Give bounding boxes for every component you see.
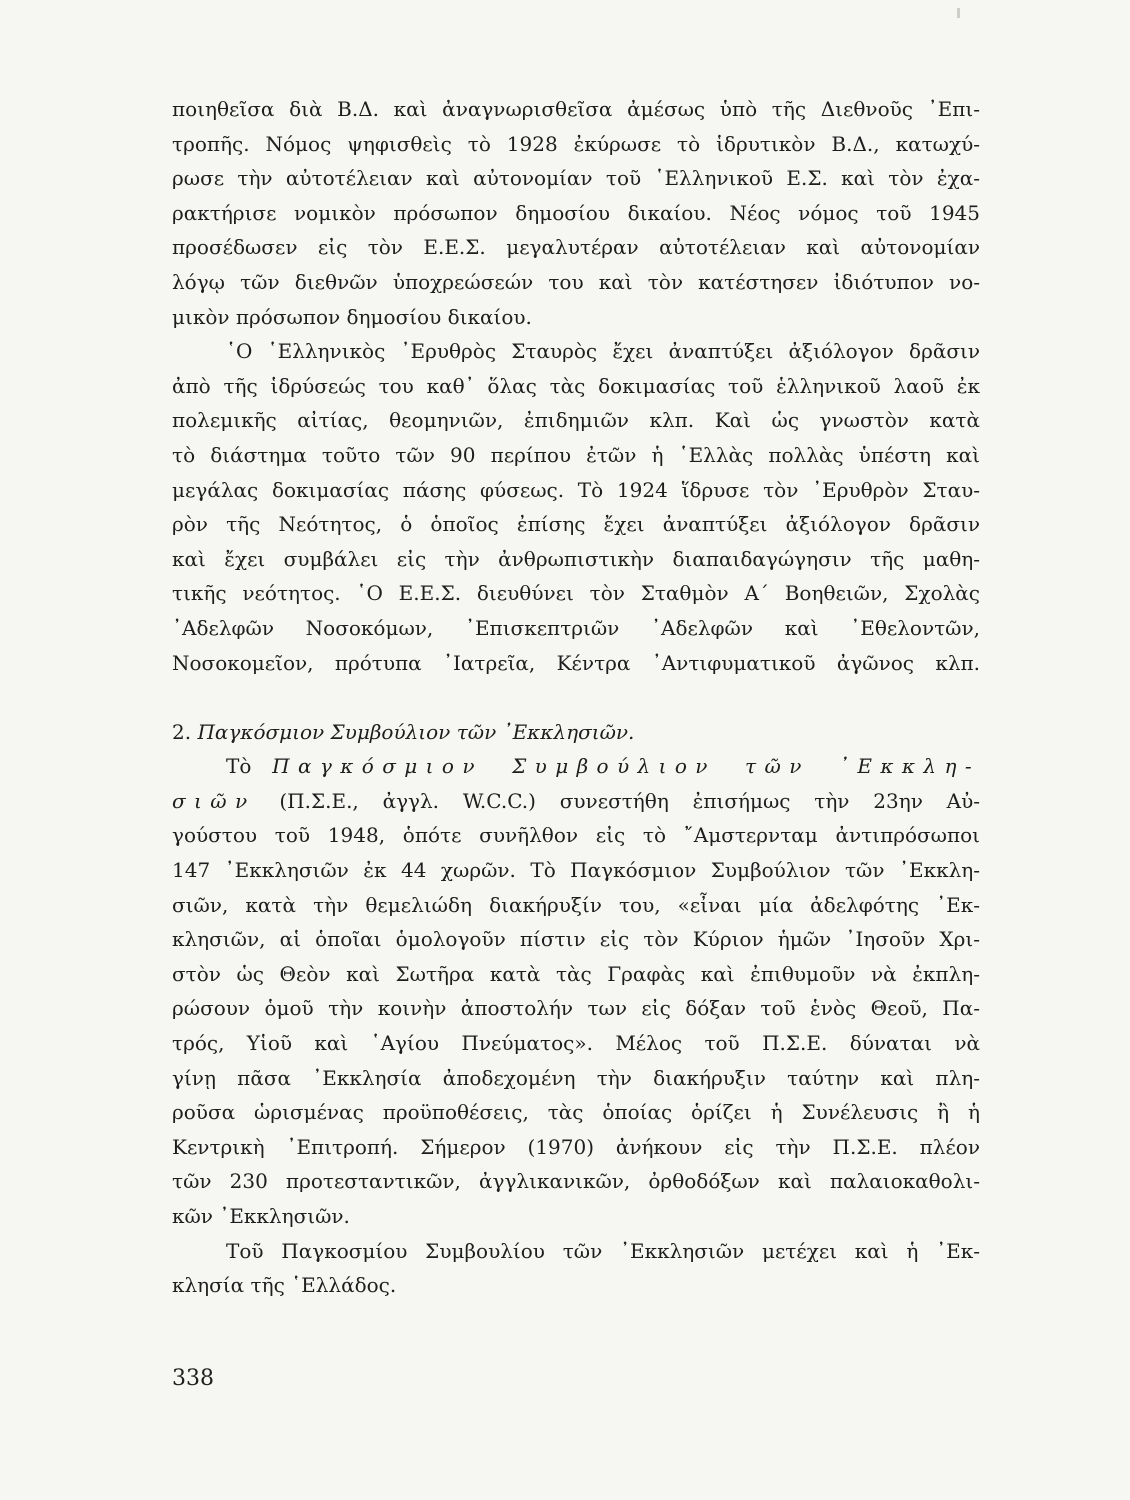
text-line (172, 749, 980, 784)
text-line: γούστου τοῦ 1948, ὁπότε συνῆλθον εἰς τὸ ῎Αμστερνταμ ἀντιπρόσωποι (172, 823, 980, 848)
text-line: Τοῦ Παγκοσμίου Συμβουλίου τῶν ᾿Εκκλησιῶν μετέχει καὶ ἡ ᾿Εκ- (226, 1238, 980, 1263)
section-heading (172, 715, 980, 750)
text-line: ᾿Αδελφῶν Νοσοκόμων, ᾿Επισκεπτριῶν ᾿Αδελφῶν καὶ ᾿Εθελοντῶν, (172, 615, 980, 640)
text-line: μικὸν πρόσωπον δημοσίου δικαίου. (172, 304, 532, 329)
text-line: στὸν ὡς Θεὸν καὶ Σωτῆρα κατὰ τὰς Γραφὰς καὶ ἐπιθυμοῦν νὰ ἐκπλη- (172, 961, 980, 986)
text-line: Κεντρικὴ ᾿Επιτροπή. Σήμερον (1970) ἀνήκουν εἰς τὴν Π.Σ.Ε. πλέον (172, 1134, 980, 1159)
section-number: 2. (172, 719, 192, 744)
text-line: ρωσε τὴν αὐτοτέλειαν καὶ αὐτονομίαν τοῦ ῾Ελληνικοῦ Ε.Σ. καὶ τὸν ἐχα- (172, 166, 980, 191)
text-line: τρός, Υἱοῦ καὶ ῾Αγίου Πνεύματος». Μέλος τοῦ Π.Σ.Ε. δύναται νὰ (172, 1031, 980, 1056)
text-line: τῶν 230 προτεσταντικῶν, ἀγγλικανικῶν, ὀρθοδόξων καὶ παλαιοκαθολι- (172, 1169, 980, 1194)
text-body (172, 92, 980, 1303)
text-line: κλησιῶν, αἱ ὁποῖαι ὁμολογοῦν πίστιν εἰς τὸν Κύριον ἡμῶν ᾿Ιησοῦν Χρι- (172, 927, 980, 952)
text-line: Νοσοκομεῖον, πρότυπα ᾿Ιατρεῖα, Κέντρα ᾿Αντιφυματικοῦ ἀγῶνος κλπ. (172, 650, 980, 675)
text-line: ἀπὸ τῆς ἱδρύσεώς του καθ᾿ ὅλας τὰς δοκιμασίας τοῦ ἑλληνικοῦ λαοῦ ἐκ (172, 373, 980, 398)
text-line (172, 784, 980, 819)
text-fragment: Τὸ (226, 754, 252, 779)
text-line: πολεμικῆς αἰτίας, θεομηνιῶν, ἐπιδημιῶν κλπ. Καὶ ὡς γνωστὸν κατὰ (172, 408, 980, 433)
text-line: κλησία τῆς ῾Ελλάδος. (172, 1273, 397, 1298)
text-line: τὸ διάστημα τοῦτο τῶν 90 περίπου ἐτῶν ἡ ῾Ελλὰς πολλὰς ὑπέστη καὶ (172, 442, 980, 467)
text-line: τροπῆς. Νόμος ψηφισθεὶς τὸ 1928 ἐκύρωσε τὸ ἱδρυτικὸν Β.Δ., κατωχύ- (172, 131, 980, 156)
blank-line (172, 680, 980, 715)
page-number: 338 (172, 1366, 214, 1391)
text-line: ποιηθεῖσα διὰ Β.Δ. καὶ ἀναγνωρισθεῖσα ἀμέσως ὑπὸ τῆς Διεθνοῦς ᾿Επι- (172, 97, 980, 121)
text-line: προσέδωσεν εἰς τὸν Ε.Ε.Σ. μεγαλυτέραν αὐτοτέλειαν καὶ αὐτονομίαν (172, 235, 980, 260)
text-line: 147 ᾿Εκκλησιῶν ἐκ 44 χωρῶν. Τὸ Παγκόσμιον Συμβούλιον τῶν ᾿Εκκλη- (172, 858, 980, 883)
text-line: καὶ ἔχει συμβάλει εἰς τὴν ἀνθρωπιστικὴν διαπαιδαγώγησιν τῆς μαθη- (172, 546, 980, 571)
spaced-title: σιῶν (172, 788, 256, 813)
text-line: ρακτήρισε νομικὸν πρόσωπον δημοσίου δικαίου. Νέος νόμος τοῦ 1945 (172, 200, 980, 225)
text-line: ῾Ο ῾Ελληνικὸς ᾿Ερυθρὸς Σταυρὸς ἔχει ἀναπτύξει ἀξιόλογον δρᾶσιν (226, 339, 980, 364)
text-line: κῶν ᾿Εκκλησιῶν. (172, 1204, 350, 1228)
text-line: ροῦσα ὡρισμένας προϋποθέσεις, τὰς ὁποίας ὁρίζει ἡ Συνέλευσις ἢ ἡ (172, 1100, 980, 1125)
text-line: ρὸν τῆς Νεότητος, ὁ ὁποῖος ἐπίσης ἔχει ἀναπτύξει ἀξιόλογον δρᾶσιν (172, 512, 980, 537)
spaced-title: Παγκόσμιον Συμβούλιον τῶν ᾿Εκκλη- (272, 754, 980, 779)
text-line: λόγῳ τῶν διεθνῶν ὑποχρεώσεών του καὶ τὸν κατέστησεν ἰδιότυπον νο- (172, 269, 980, 294)
text-line: ρώσουν ὁμοῦ τὴν κοινὴν ἀποστολήν των εἰς δόξαν τοῦ ἑνὸς Θεοῦ, Πα- (172, 996, 980, 1021)
text-fragment: (Π.Σ.Ε., ἀγγλ. W.C.C.) συνεστήθη ἐπισήμως τὴν 23ην Αὐ- (279, 788, 980, 813)
section-title: Παγκόσμιον Συμβούλιον τῶν ᾿Εκκλησιῶν. (197, 719, 635, 744)
text-line: σιῶν, κατὰ τὴν θεμελιώδη διακήρυξίν του, «εἶναι μία ἀδελφότης ᾿Εκ- (172, 892, 980, 917)
text-line: μεγάλας δοκιμασίας πάσης φύσεως. Τὸ 1924 ἵδρυσε τὸν ᾿Ερυθρὸν Σταυ- (172, 477, 980, 502)
scan-mark (957, 8, 960, 18)
text-line: γίνῃ πᾶσα ᾿Εκκλησία ἀποδεχομένη τὴν διακήρυξιν ταύτην καὶ πλη- (172, 1065, 980, 1090)
text-line: τικῆς νεότητος. ῾Ο Ε.Ε.Σ. διευθύνει τὸν Σταθμὸν Α΄ Βοηθειῶν, Σχολὰς (172, 581, 980, 606)
